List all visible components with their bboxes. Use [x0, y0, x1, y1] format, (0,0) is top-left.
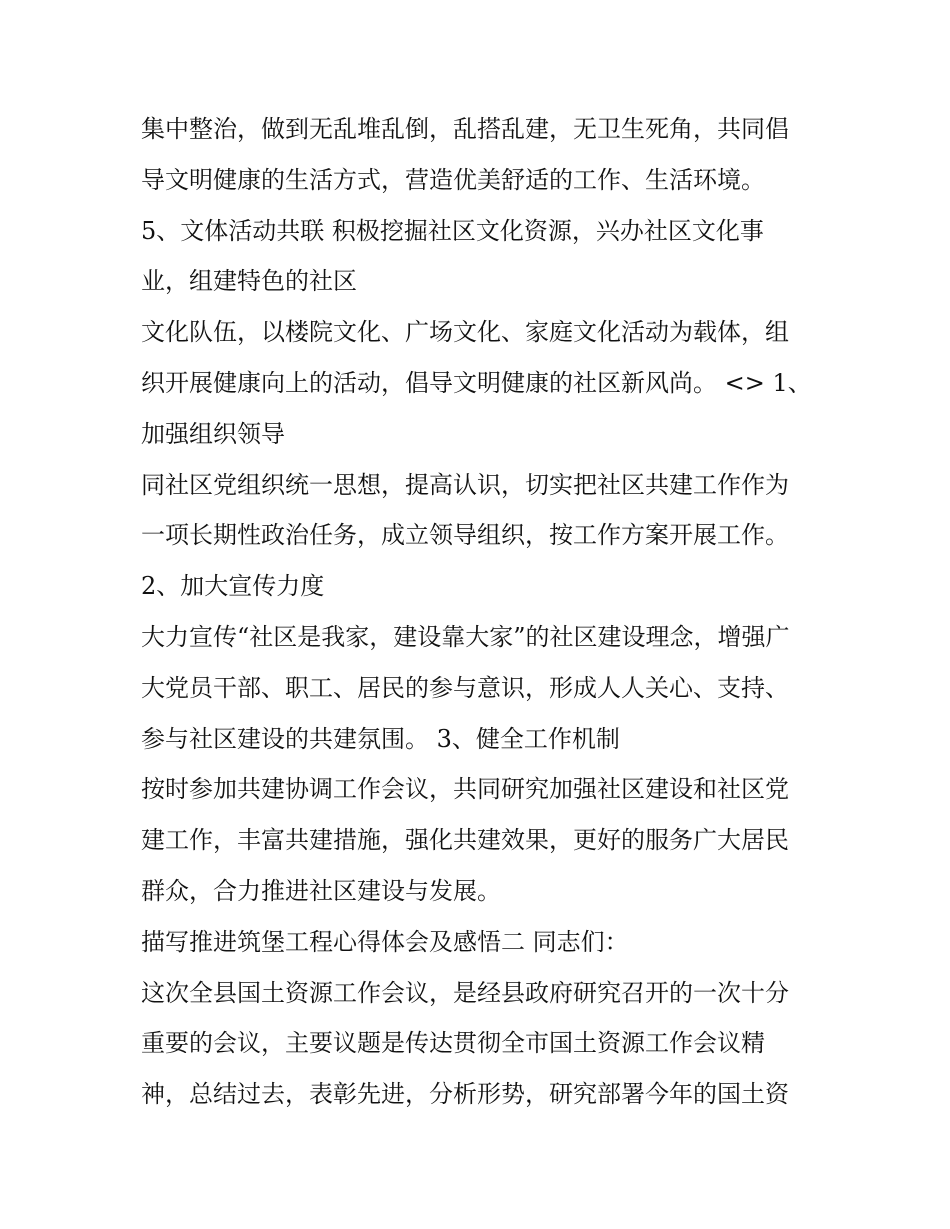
text-line: 5、文体活动共联 积极挖掘社区文化资源，兴办社区文化事 — [141, 216, 764, 245]
text-line: 描写推进筑堡工程心得体会及感悟二 同志们： — [141, 927, 629, 956]
text-line: 按时参加共建协调工作会议，共同研究加强社区建设和社区党 — [141, 775, 789, 804]
text-line: 神，总结过去，表彰先进，分析形势，研究部署今年的国土资 — [141, 1080, 789, 1109]
text-line: 同社区党组织统一思想，提高认识，切实把社区共建工作作为 — [141, 470, 789, 499]
text-line: 参与社区建设的共建氛围。 3、健全工作机制 — [141, 724, 620, 753]
text-line: 群众，合力推进社区建设与发展。 — [141, 876, 501, 905]
text-line: 一项长期性政治任务，成立领导组织，按工作方案开展工作。 — [141, 521, 789, 550]
text-line: 业，组建特色的社区 — [141, 267, 357, 296]
text-line: 2、加大宣传力度 — [141, 572, 325, 601]
text-line: 这次全县国土资源工作会议，是经县政府研究召开的一次十分 — [141, 978, 789, 1007]
text-line: 加强组织领导 — [141, 419, 285, 448]
text-line: 织开展健康向上的活动，倡导文明健康的社区新风尚。 <> 1、 — [141, 368, 812, 397]
document-body — [141, 104, 821, 1120]
text-line: 大党员干部、职工、居民的参与意识，形成人人关心、支持、 — [141, 673, 789, 702]
text-line: 文化队伍，以楼院文化、广场文化、家庭文化活动为载体，组 — [141, 318, 789, 347]
text-line: 建工作，丰富共建措施，强化共建效果，更好的服务广大居民 — [141, 826, 789, 855]
text-line: 导文明健康的生活方式，营造优美舒适的工作、生活环境。 — [141, 165, 765, 194]
text-line: 重要的会议，主要议题是传达贯彻全市国土资源工作会议精 — [141, 1029, 765, 1058]
text-line: 大力宣传“社区是我家，建设靠大家”的社区建设理念，增强广 — [141, 622, 790, 651]
text-line: 集中整治，做到无乱堆乱倒，乱搭乱建，无卫生死角，共同倡 — [141, 115, 789, 143]
